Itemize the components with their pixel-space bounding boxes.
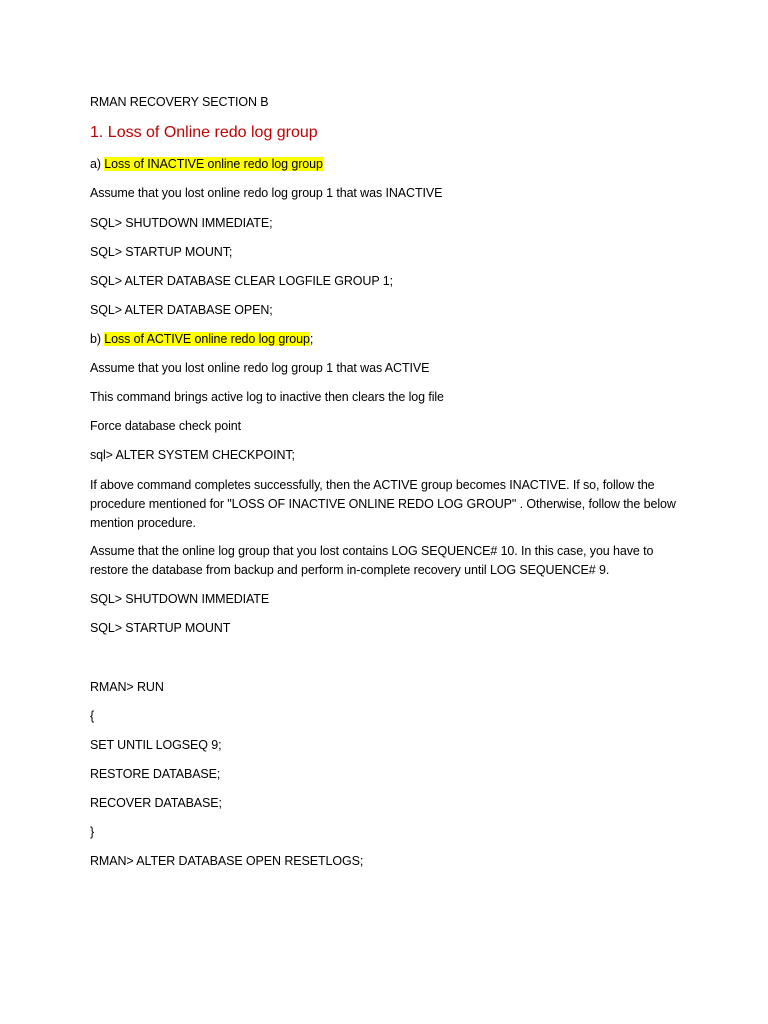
subheading-a <box>90 155 323 173</box>
command-shutdown-immediate-2: SQL> SHUTDOWN IMMEDIATE <box>90 592 270 606</box>
command-rman-run: RMAN> RUN <box>90 680 164 694</box>
command-system-checkpoint: sql> ALTER SYSTEM CHECKPOINT; <box>90 448 295 462</box>
command-restore-database: RESTORE DATABASE; <box>90 767 221 781</box>
paragraph-if-above-completes: If above command completes successfully, then the ACTIVE group becomes INACTIVE. If so, follow the procedure mentioned for "LOSS OF INACTIVE ONLINE REDO LOG GROUP" . Otherwise, follow the below mention procedure. <box>90 478 676 530</box>
command-open-resetlogs: RMAN> ALTER DATABASE OPEN RESETLOGS; <box>90 854 364 868</box>
subheading-a-highlight: Loss of INACTIVE online redo log group <box>104 157 323 171</box>
subheading-b-prefix: b) <box>90 332 105 346</box>
text-force-checkpoint: Force database check point <box>90 419 241 433</box>
command-recover-database: RECOVER DATABASE; <box>90 796 222 810</box>
command-startup-mount: SQL> STARTUP MOUNT; <box>90 245 233 259</box>
heading-loss-of-online-redo-log-group: 1. Loss of Online redo log group <box>90 124 318 141</box>
command-startup-mount-2: SQL> STARTUP MOUNT <box>90 621 231 635</box>
text-assume-inactive: Assume that you lost online redo log group 1 that was INACTIVE <box>90 186 443 200</box>
text-assume-active: Assume that you lost online redo log group 1 that was ACTIVE <box>90 361 430 375</box>
subheading-b-highlight: Loss of ACTIVE online redo log group <box>104 332 310 346</box>
text-command-note: This command brings active log to inactive then clears the log file <box>90 390 444 404</box>
subheading-b <box>90 330 313 348</box>
brace-open: { <box>90 709 95 723</box>
brace-close: } <box>90 825 95 839</box>
section-title: RMAN RECOVERY SECTION B <box>90 95 269 109</box>
subheading-a-prefix: a) <box>90 157 105 171</box>
paragraph-assume-log-sequence: Assume that the online log group that you lost contains LOG SEQUENCE# 10. In this case, you have to restore the database from backup and perform in-complete recovery until LOG SEQUENCE# 9. <box>90 544 654 577</box>
command-set-until-logseq: SET UNTIL LOGSEQ 9; <box>90 738 222 752</box>
subheading-b-suffix: ; <box>309 332 314 346</box>
command-clear-logfile: SQL> ALTER DATABASE CLEAR LOGFILE GROUP 1; <box>90 274 393 288</box>
command-open-database: SQL> ALTER DATABASE OPEN; <box>90 303 273 317</box>
command-shutdown-immediate: SQL> SHUTDOWN IMMEDIATE; <box>90 216 273 230</box>
